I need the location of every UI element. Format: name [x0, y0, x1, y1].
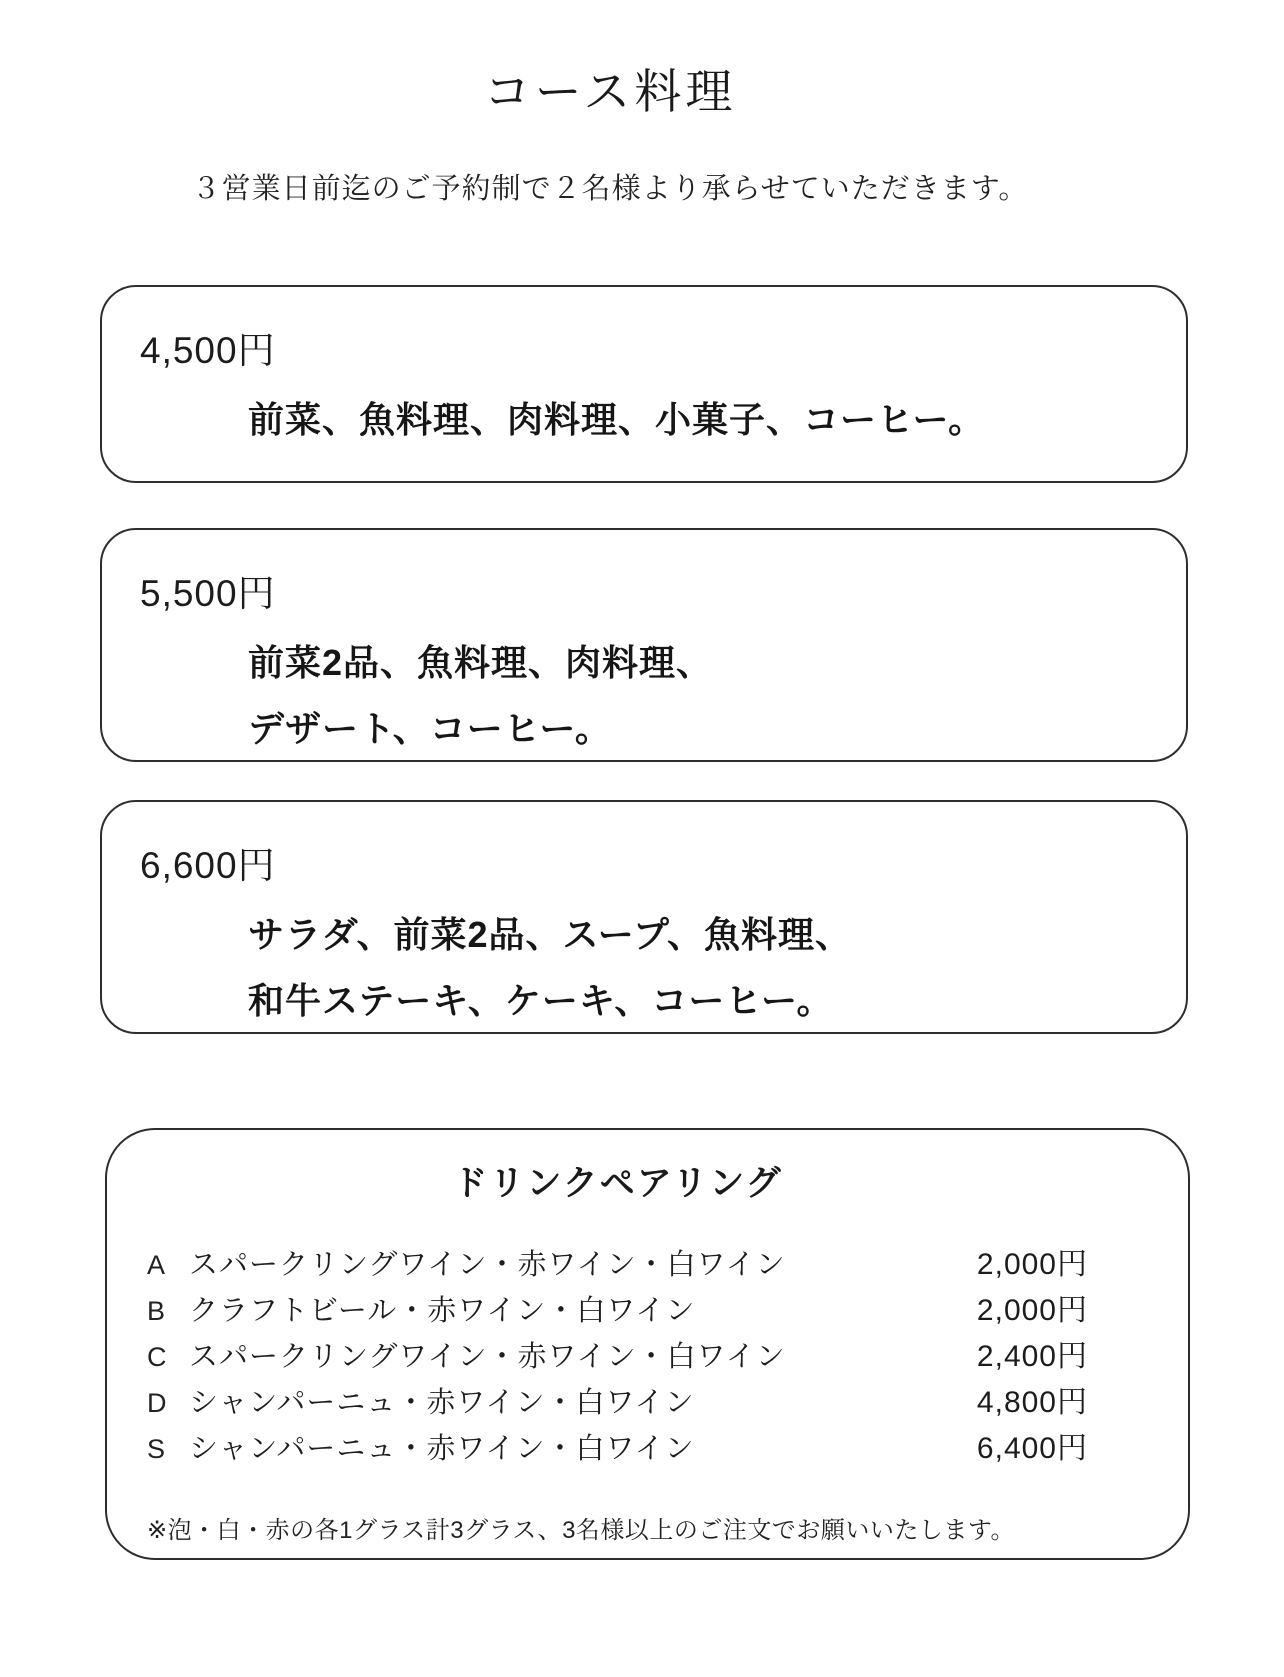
course-description	[248, 387, 1146, 453]
pairing-note: ※泡・白・赤の各1グラス計3グラス、3名様以上のご注文でお願いいたします。	[147, 1517, 1016, 1544]
pairing-label: C	[147, 1342, 167, 1372]
pairing-name: スパークリングワイン・赤ワイン・白ワイン	[189, 1249, 786, 1281]
pairing-price: 2,400円	[976, 1340, 1088, 1373]
course-box-5500	[100, 528, 1188, 762]
course-description-line: デザート、コーヒー。	[248, 708, 612, 749]
pairing-price: 6,400円	[976, 1432, 1088, 1465]
pairing-label: S	[147, 1434, 166, 1464]
course-price: 4,500円	[140, 330, 276, 371]
drink-pairing-title: ドリンクペアリング	[452, 1164, 783, 1203]
pairing-name: シャンパーニュ・赤ワイン・白ワイン	[189, 1433, 695, 1465]
course-description-line: 和牛ステーキ、ケーキ、コーヒー。	[248, 980, 834, 1021]
course-box-6600	[100, 800, 1188, 1034]
pairing-name: クラフトビール・赤ワイン・白ワイン	[189, 1295, 696, 1327]
course-description	[248, 630, 1146, 762]
course-description-line: 前菜、魚料理、肉料理、小菓子、コーヒー。	[248, 399, 986, 440]
course-description-line: サラダ、前菜2品、スープ、魚料理、	[248, 914, 853, 955]
pairing-label: D	[147, 1388, 167, 1418]
course-box-4500	[100, 285, 1188, 483]
course-price: 5,500円	[140, 573, 276, 614]
course-description	[248, 902, 1146, 1034]
pairing-price: 4,800円	[976, 1386, 1088, 1419]
pairing-name: スパークリングワイン・赤ワイン・白ワイン	[189, 1341, 786, 1373]
reservation-note: ３営業日前迄のご予約制で２名様より承らせていただきます。	[191, 173, 1029, 205]
drink-pairing-list	[147, 1242, 1088, 1472]
page-title: コース料理	[483, 65, 737, 118]
course-description-line: 前菜2品、魚料理、肉料理、	[248, 642, 714, 683]
pairing-name: シャンパーニュ・赤ワイン・白ワイン	[189, 1387, 695, 1419]
drink-pairing-box	[105, 1128, 1190, 1560]
pairing-price: 2,000円	[976, 1248, 1088, 1281]
pairing-label: B	[147, 1296, 166, 1326]
pairing-row-a	[147, 1242, 1088, 1288]
pairing-row-s	[147, 1426, 1088, 1472]
pairing-price: 2,000円	[976, 1294, 1088, 1327]
pairing-row-d	[147, 1380, 1088, 1426]
pairing-row-c	[147, 1334, 1088, 1380]
pairing-label: A	[147, 1250, 166, 1280]
course-price: 6,600円	[140, 845, 276, 886]
pairing-row-b	[147, 1288, 1088, 1334]
